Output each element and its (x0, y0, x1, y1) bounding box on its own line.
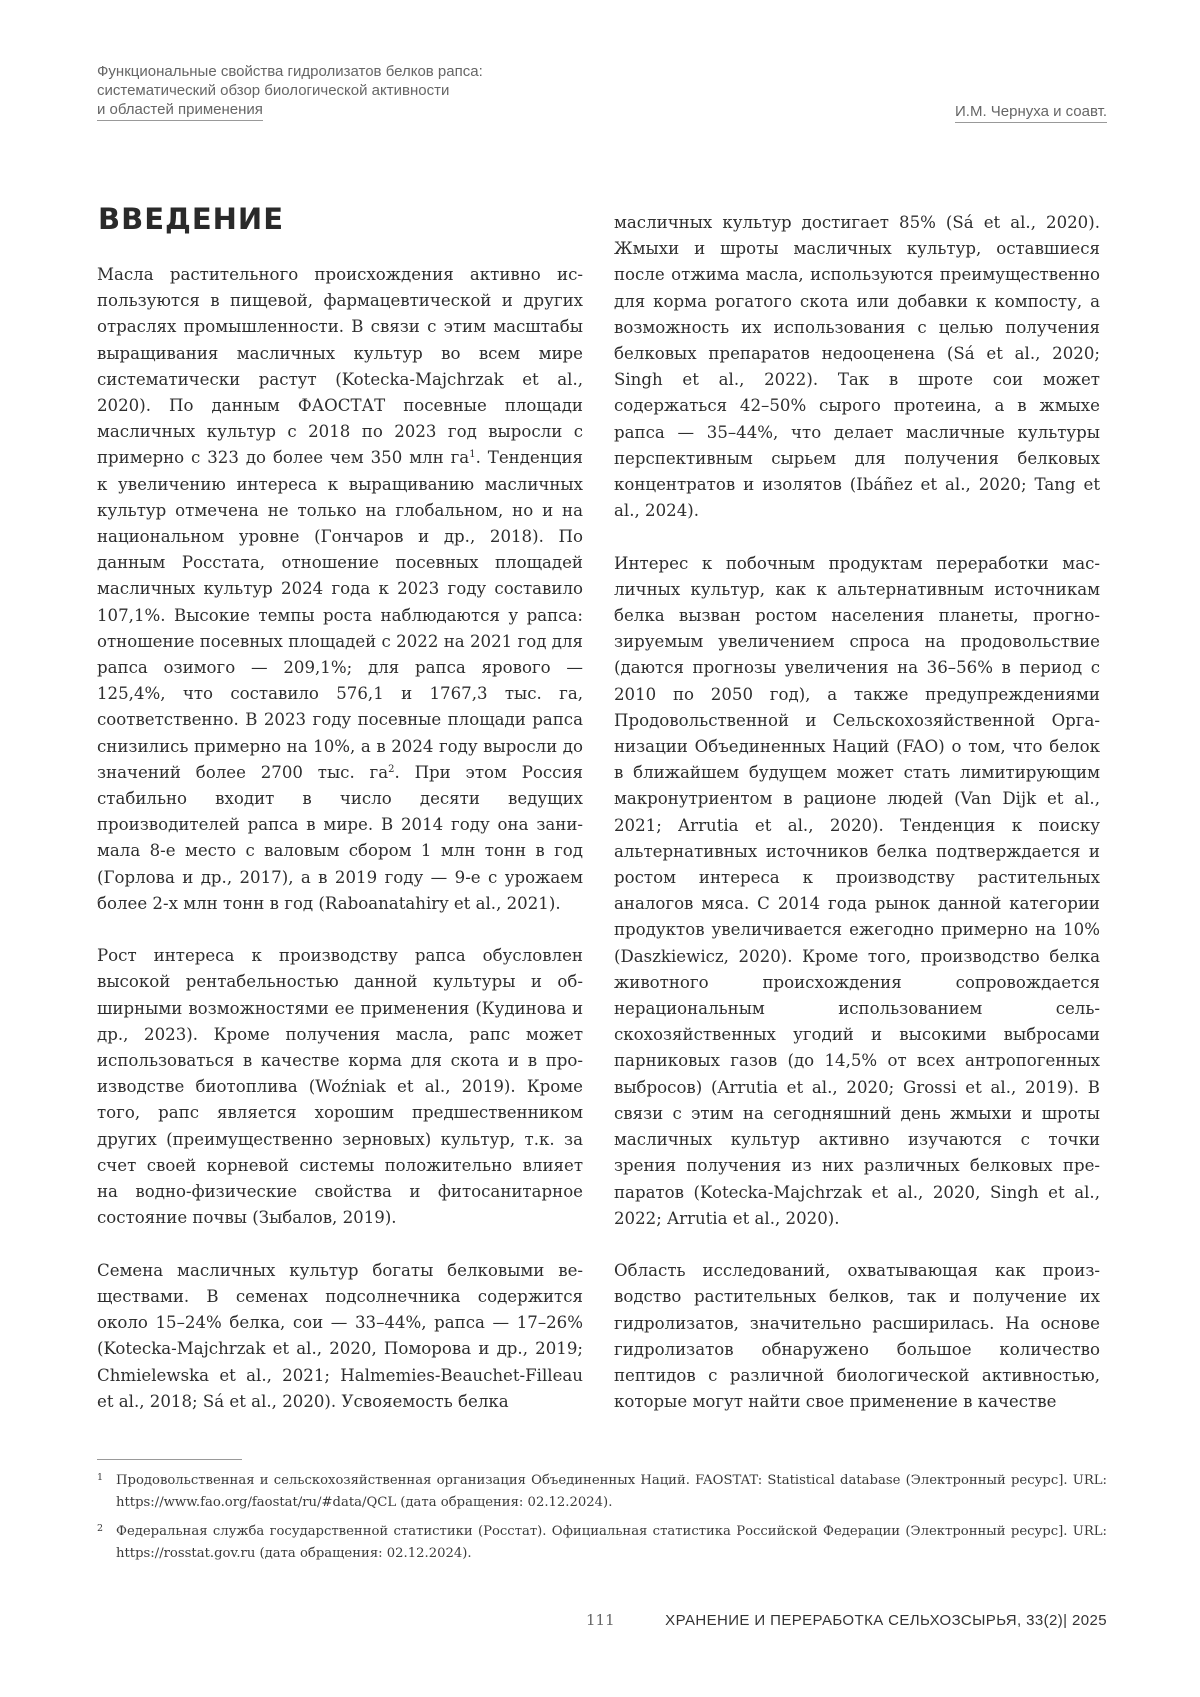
right-column (614, 210, 1100, 1415)
page-footer (0, 1611, 1200, 1635)
journal-name: ХРАНЕНИЕ И ПЕРЕРАБОТКА СЕЛЬХОЗСЫРЬЯ, 33(2)| 2025 (665, 1612, 1107, 1629)
running-head-title-line: систематический обзор биологической активности (97, 82, 450, 99)
paragraph-text: . Тенденция к увеличению интереса к выращиванию масличных культур отмечена не только на глобальном, но и на национальном уровне (Гончаров и др., 2018). По данным Росстата, отношение посевных площадей масличных культур 2024 года к 2023 году составило 107,1%. Высокие темпы роста наблюдаются у рапса: отношение посевных площадей с 2022 на 2021 год для рапса озимого — 209,1%; для рапса ярового — 125,4%, что составило 576,1 и 1767,3 тыс. га, соответственно. В 2023 году посевные площади рапса снизились примерно на 10%, а в 2024 году выросли до значений более 2700 тыс. га (97, 448, 584, 782)
footnote (97, 1521, 1107, 1564)
running-head-title-line: и областей применения (97, 100, 263, 121)
running-head-title-line: Функциональные свойства гидролизатов белков рапса: (97, 63, 483, 80)
left-column (97, 262, 583, 1415)
footnote-ref[interactable]: 2 (388, 763, 395, 775)
paragraph: Интерес к побочным продуктам переработки масличных культур, как к альтернативным источникам белка вызван ростом населения планеты, прогнозируемым увеличением спроса на продовольствие (даются прогнозы увеличения на 36–56% в период с 2010 по 2050 год), а также предупреждениями Продовольственной и Сельскохозяйственной Организации Объединенных Наций (FAO) о том, что белок в ближайшем будущем может стать лимитирующим макронутриентом в рационе людей (Van Dijk et al., 2021; Arrutia et al., 2020). Тенденция к поиску альтернативных источников белка подтверждается и ростом интереса к производству растительных аналогов мяса. С 2014 года рынок данной категории продуктов увеличивается ежегодно примерно на 10% (Daszkiewicz, 2020). Кроме того, производство белка животного происхождения сопровождается нерациональным использованием сельскохозяйственных угодий и высокими выбросами парниковых газов (до 14,5% от всех антропогенных выбросов) (Arrutia et al., 2020; Grossi et al., 2019). В связи с этим на сегодняшний день жмыхи и шроты масличных культур активно изучаются с точки зрения получения из них различных белковых препаратов (Kotecka-Majchrzak et al., 2020, Singh et al., 2022; Arrutia et al., 2020). (614, 553, 1100, 1228)
footnote (97, 1470, 1107, 1513)
paragraph: масличных культур достигает 85% (Sá et al., 2020). Жмыхи и шроты масличных культур, оставшиеся после отжима масла, используются преимущественно для корма рогатого скота или добавки к компосту, а возможность их использования с целью получения белковых препаратов недооценена (Sá et al., 2020; Singh et al., 2022). Так в шроте сои может содержаться 42–50% сырого протеина, а в жмыхе рапса — 35–44%, что делает масличные культуры перспективным сырьем для получения белковых концентратов и изолятов (Ibáñez et al., 2020; Tang et al., 2024). (614, 213, 1100, 521)
footnote-divider (97, 1459, 242, 1460)
footnote-ref[interactable]: 1 (469, 449, 476, 461)
footnotes (97, 1470, 1107, 1572)
section-heading: ВВЕДЕНИЕ (98, 202, 285, 236)
paragraph: Область исследований, охватывающая как производство растительных белков, так и получение их гидролизатов, значительно расширилась. На основе гидролизатов обнаружено большое количество пептидов с различной биологической активностью, которые могут найти свое применение в качестве (614, 1261, 1100, 1412)
page-number: 111 (586, 1611, 615, 1629)
running-head (97, 62, 1107, 122)
paragraph-text: Масла растительного происхождения активно используются в пищевой, фармацевтической и других отраслях промышленности. В связи с этим масштабы выращивания масличных культур во всем мире систематически растут (Kotecka-Majchrzak et al., 2020). По данным ФАОСТАТ посевные площади масличных культур с 2018 по 2023 год выросли с примерно с 323 до более чем 350 млн га (97, 265, 583, 468)
footnote-text: Федеральная служба государственной статистики (Росстат). Официальная статистика Российской Федерации (Электронный ресурс]. URL: https://rosstat.gov.ru (дата обращения: 02.12.2024). (116, 1524, 1107, 1561)
paragraph-text: . При этом Россия стабильно входит в число десяти ведущих производителей рапса в мире. В 2014 году она занимала 8-е место с валовым сбором 1 млн тонн в год (Горлова и др., 2017), а в 2019 году — 9-е с урожаем более 2-х млн тонн в год (Raboanatahiry et al., 2021). (97, 762, 583, 913)
footnote-number: 2 (97, 1523, 104, 1534)
paragraph (97, 262, 583, 917)
running-head-article-title (97, 62, 483, 121)
paragraph: Рост интереса к производству рапса обусловлен высокой рентабельностью данной культуры и обширными возможностями ее применения (Кудинова и др., 2023). Кроме получения масла, рапс может использоваться в качестве корма для скота и в производстве биотоплива (Woźniak et al., 2019). Кроме того, рапс является хорошим предшественником других (преимущественно зерновых) культур, т.к. за счет своей корневой системы положительно влияет на водно-физические свойства и фитосанитарное состояние почвы (Зыбалов, 2019). (97, 946, 583, 1228)
paragraph: Семена масличных культур богаты белковыми веществами. В семенах подсолнечника содержится около 15–24% белка, сои — 33–44%, рапса — 17–26% (Kotecka-Majchrzak et al., 2020, Поморова и др., 2019; Chmielewska et al., 2021; Halmemies-Beauchet-Filleau et al., 2018; Sá et al., 2020). Усвояемость белка (97, 1260, 583, 1411)
running-head-authors: И.М. Чернуха и соавт. (955, 102, 1107, 123)
footnote-text: Продовольственная и сельскохозяйственная организация Объединенных Наций. FAOSTAT: Statistical database (Электронный ресурс]. URL: https://www.fao.org/faostat/ru/#data/QCL (дата обращения: 02.12.2024). (116, 1473, 1107, 1510)
footnote-number: 1 (97, 1472, 104, 1483)
